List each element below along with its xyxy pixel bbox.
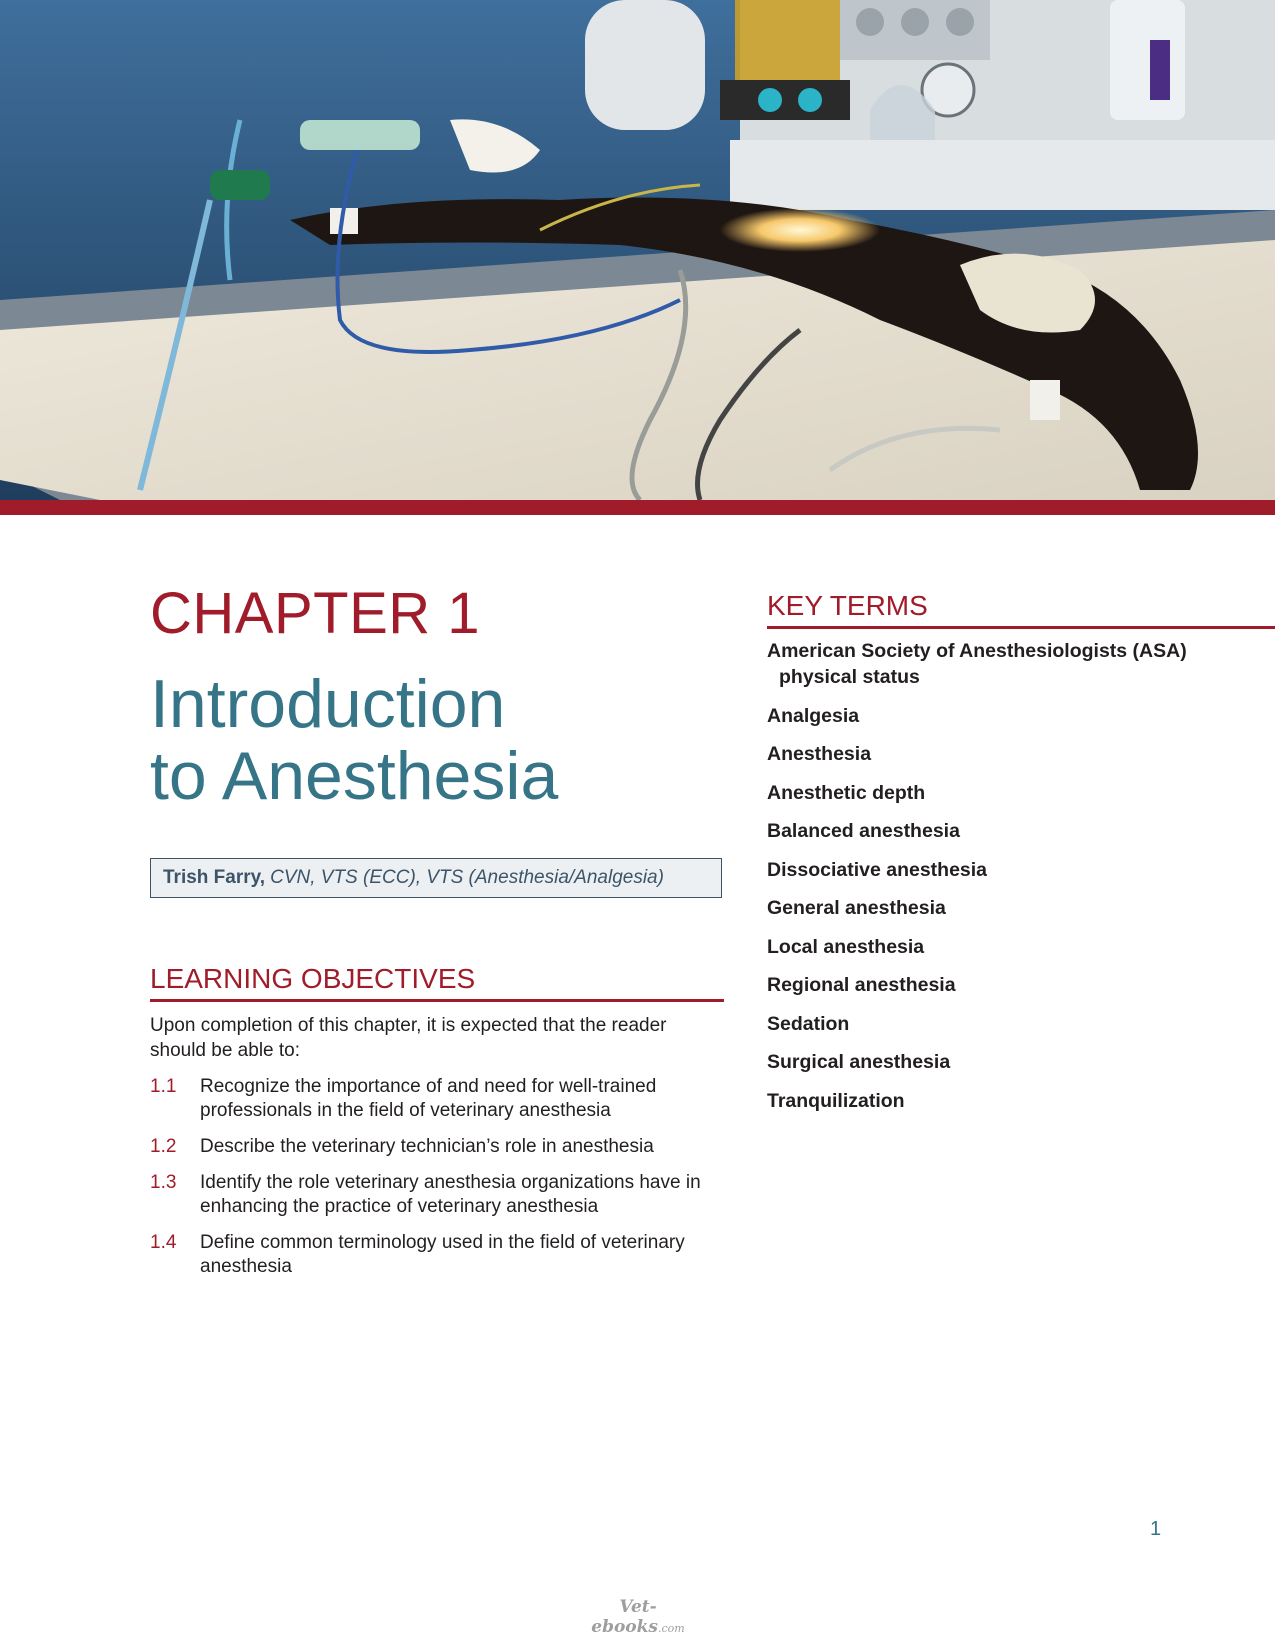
objective-number: 1.2 [150,1136,177,1157]
key-term: Tranquilization [767,1089,905,1112]
key-term: Surgical anesthesia [767,1051,951,1073]
chapter-title-line-1: Introduction [150,666,506,742]
hero-photo [0,0,1275,500]
learning-objectives-heading: LEARNING OBJECTIVES [150,963,476,994]
chapter-number: CHAPTER 1 [150,581,481,646]
hero-divider-band [0,500,1275,515]
objective-text: Describe the veterinary technician’s role in anesthesia [200,1136,654,1157]
objective-item [150,1135,720,1159]
page-number: 1 [1150,1518,1162,1540]
objective-item [150,1171,720,1219]
objective-number: 1.4 [150,1232,177,1253]
objective-item [150,1075,720,1123]
watermark-logo [573,1597,703,1637]
key-term: Analgesia [767,704,860,727]
objective-item [150,1231,720,1279]
watermark-name: Vet-ebooks [591,1597,658,1637]
anesthetized-cat-photo [0,0,1275,500]
author-credentials: CVN, VTS (ECC), VTS (Anesthesia/Analgesia) [270,867,664,888]
key-terms-header [767,592,1275,629]
objective-text: Recognize the importance of and need for well-trained professionals in the field of veterinary anesthesia [200,1076,657,1121]
learning-objectives-intro: Upon completion of this chapter, it is expected that the reader should be able to: [150,1015,667,1061]
key-terms-heading: KEY TERMS [767,590,928,621]
objective-number: 1.3 [150,1172,177,1193]
key-term: American Society of Anesthesiologists (ASA) physical status [767,640,1187,688]
key-term: Balanced anesthesia [767,820,960,842]
key-term: Regional anesthesia [767,974,956,996]
chapter-title [150,668,730,812]
objective-text: Define common terminology used in the field of veterinary anesthesia [200,1232,685,1277]
key-term: Anesthesia [767,743,872,765]
author-name: Trish Farry, [163,867,266,888]
author-box [150,858,722,898]
key-terms-list [767,638,1207,1126]
key-term: Sedation [767,1012,850,1035]
objective-text: Identify the role veterinary anesthesia organizations have in enhancing the practice of veterinary anesthesia [200,1172,701,1217]
learning-objectives-header [150,965,724,1002]
chapter-title-line-2: to Anesthesia [150,738,559,814]
objective-number: 1.1 [150,1076,177,1097]
learning-objectives-list [150,1075,720,1291]
watermark-suffix: .com [658,1622,685,1635]
key-term: Local anesthesia [767,935,925,958]
key-term: Anesthetic depth [767,781,926,804]
key-term: Dissociative anesthesia [767,858,988,881]
key-term: General anesthesia [767,897,946,919]
